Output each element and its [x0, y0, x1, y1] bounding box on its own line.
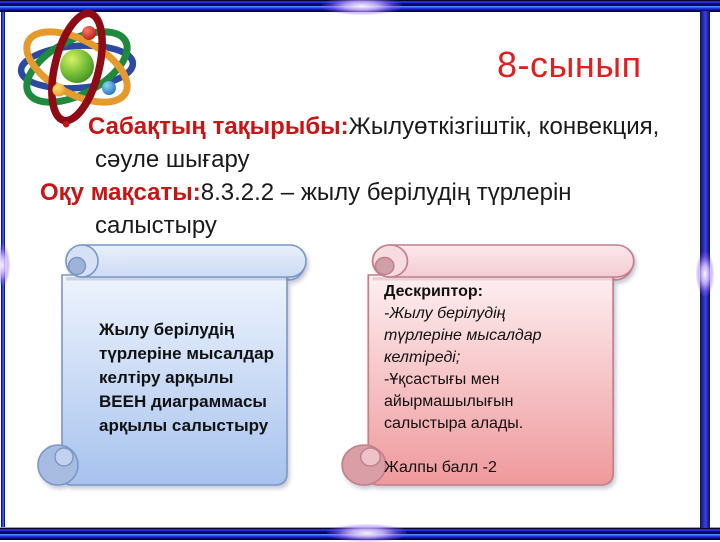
bottom-border-bar — [0, 527, 720, 540]
electron-yellow — [53, 84, 66, 97]
electron-blue — [102, 81, 116, 95]
lesson-text-block — [38, 110, 706, 242]
right-border-line — [700, 11, 710, 528]
atom-icon — [16, 9, 140, 125]
scroll-top-curl-inner — [375, 258, 394, 275]
scroll-text-line: айырмашылығын — [384, 393, 514, 410]
objective-line-1 — [38, 176, 706, 209]
objective-label: Оқу мақсаты: — [40, 179, 201, 206]
blank-line — [384, 435, 612, 457]
scroll-text-line: -Ұқсастығы мен — [384, 371, 500, 388]
objective-line-2 — [38, 209, 706, 242]
total-score-line: Жалпы балл -2 — [384, 459, 497, 476]
nucleus — [60, 49, 94, 83]
descriptor-heading: Дескриптор: — [384, 283, 483, 300]
scroll-text-line: түрлеріне мысалдар — [384, 327, 542, 344]
bullet-marker: • — [62, 111, 71, 138]
pink-scroll-text — [384, 281, 612, 479]
topic-value-1: Жылуөткізгіштік, конвекция, — [348, 113, 660, 140]
blue-scroll-text — [99, 318, 299, 438]
scroll-text-line: Жылу берілудің — [99, 320, 235, 339]
scroll-text-line: салыстыра алады. — [384, 415, 524, 432]
topic-line-2 — [38, 143, 706, 176]
scroll-text-line: келтіреді; — [384, 349, 461, 366]
objective-value-1: 8.3.2.2 – жылу берілудің түрлерін — [200, 179, 572, 206]
topic-label: Сабақтың тақырыбы: — [88, 113, 349, 140]
topic-line-1 — [38, 110, 706, 143]
grade-title: 8-сынып — [497, 44, 642, 85]
scroll-top-roll — [373, 245, 634, 277]
objective-value-2: салыстыру — [95, 212, 217, 239]
scroll-text-line: арқылы салыстыру — [99, 416, 269, 435]
scroll-text-line: түрлеріне мысалдар — [99, 344, 274, 363]
scroll-text-line: келтіру арқылы — [99, 368, 234, 387]
scroll-text-line: ВЕЕН диаграммасы — [99, 392, 267, 411]
scroll-bottom-curl-inner — [55, 448, 73, 466]
topic-value-2: сәуле шығару — [95, 146, 250, 173]
scroll-bottom-curl-inner — [361, 448, 381, 466]
scroll-top-roll — [66, 245, 306, 277]
electron-red — [82, 26, 96, 40]
scroll-top-curl-inner — [69, 258, 86, 275]
scroll-text-line: -Жылу берілудің — [384, 305, 506, 322]
left-border-line — [1, 12, 5, 527]
